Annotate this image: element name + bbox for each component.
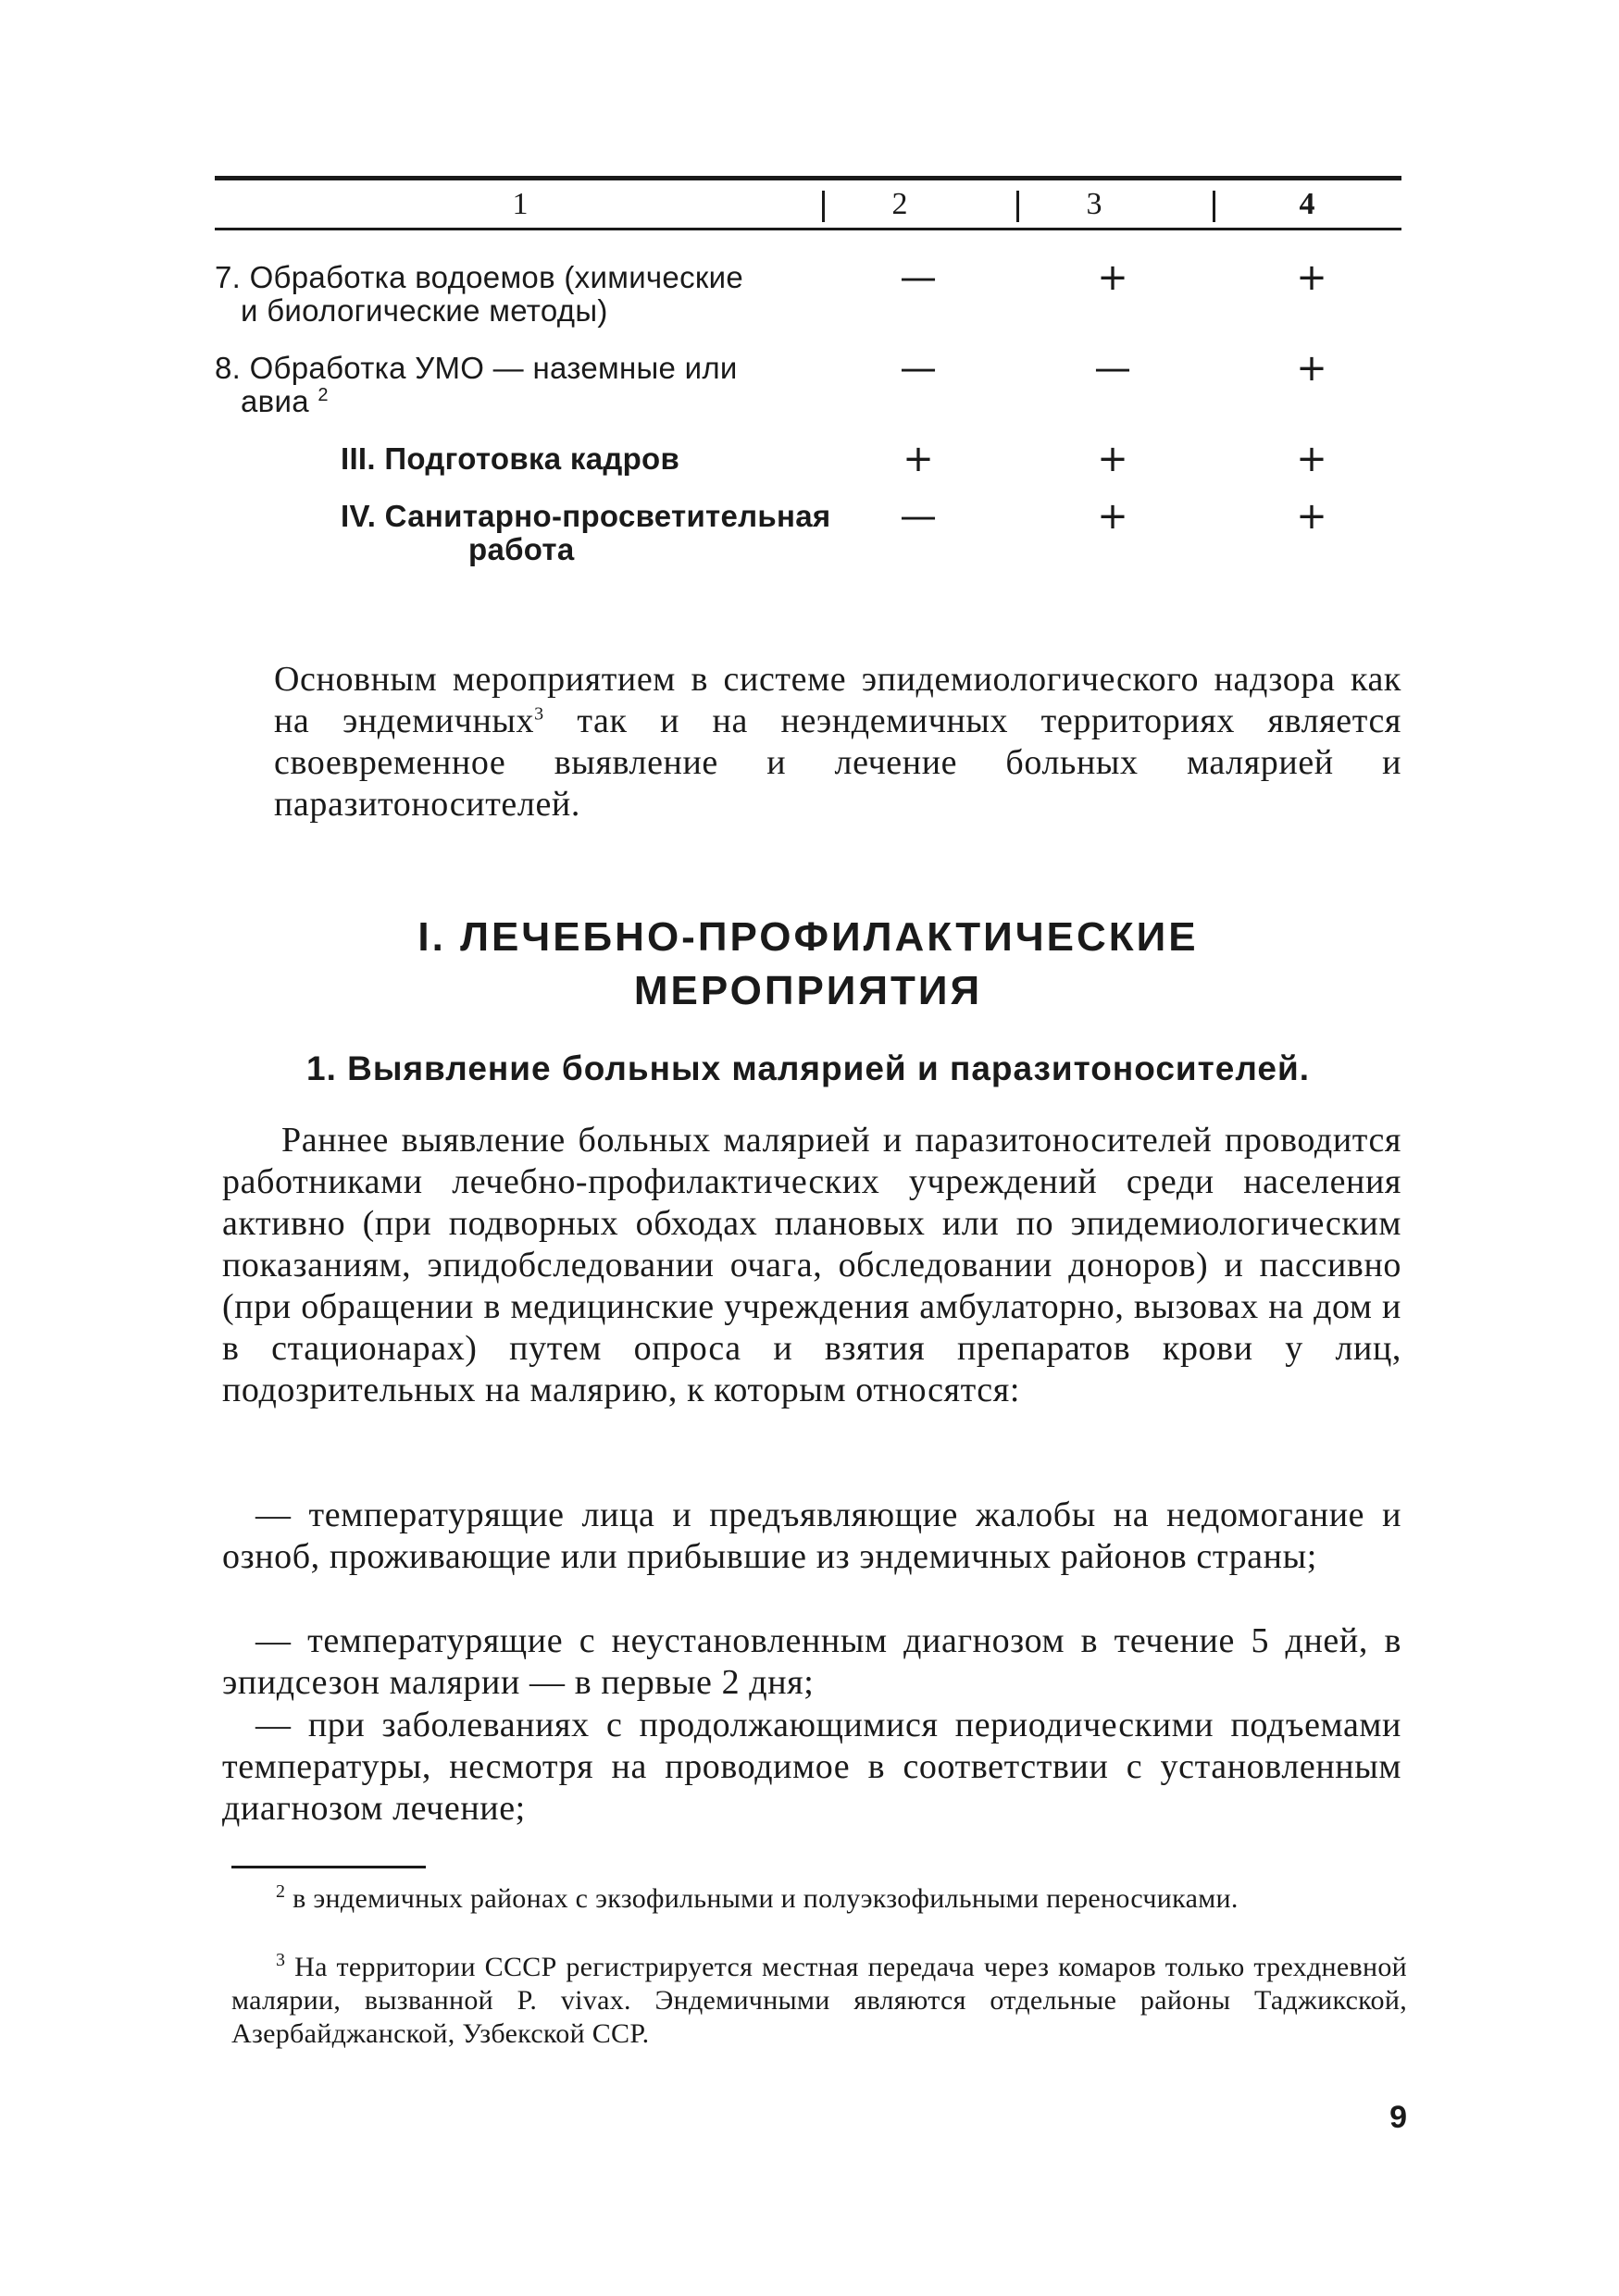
mark-col-3: — [1094,347,1131,390]
mark-col-3: + [1097,256,1128,299]
row-label-line: IV. Санитарно-просветительная [341,499,831,533]
intro-text: так и на неэндемичных территориях является своевременное выявление и лечение больных малярией и паразитоносителей. [274,701,1401,824]
section-subheading: 1. Выявление больных малярией и паразитоносителей. [306,1049,1310,1087]
mark-col-4: + [1296,495,1327,538]
row-label [215,500,859,566]
row-label-line: работа [468,532,575,566]
section-heading-line: I. ЛЕЧЕБНО-ПРОФИЛАКТИЧЕСКИЕ [417,914,1199,960]
mark-col-2: — [900,347,937,390]
footnote-rule [231,1866,426,1868]
footnote-ref: 3 [534,703,544,725]
mark-col-2: — [900,256,937,299]
list-item: — температурящие лица и предъявляющие жалобы на недомогание и озноб, проживающие или прибывшие из эндемичных районов страны; [222,1496,1401,1576]
mark-col-4: + [1296,438,1327,480]
mark-col-4: + [1296,347,1327,390]
intro-paragraph [274,659,1401,825]
row-label-line: III. Подготовка кадров [341,441,680,476]
mark-col-3: + [1097,438,1128,480]
row-label-line: 8. Обработка УМО — наземные или [215,351,738,385]
column-separator [822,191,825,222]
mark-col-2: — [900,495,937,538]
table-header-rule [215,228,1401,230]
row-label-line: 7. Обработка водоемов (химические [215,260,743,294]
column-number-1: 1 [512,187,529,221]
column-number-2: 2 [891,187,908,221]
row-label [215,261,826,328]
row-label-text: авиа [241,384,309,418]
list-item: — при заболеваниях с продолжающимися периодическими подъемами температуры, несмотря на проводимое в соответствии с установленным диагнозом лечение; [222,1706,1401,1828]
footnote [231,1882,1407,1916]
row-label [215,352,826,418]
column-number-4: 4 [1299,187,1315,221]
row-label [215,442,859,476]
footnote-ref: 2 [318,385,329,405]
main-paragraph: Раннее выявление больных малярией и паразитоносителей проводится работниками лечебно-профилактических учреждений среди населения активно (при подворных обходах плановых или по эпидемиологическим показаниям, эпидобследовании очага, обследовании доноров) и пассивно (при обращении в медицинские учреждения амбулаторно, вызовах на дом и в стационарах) путем опроса и взятия препаратов крови у лиц, подозрительных на малярию, к которым относятся: [222,1121,1401,1409]
footnote-mark: 2 [276,1881,286,1902]
section-heading-line: МЕРОПРИЯТИЯ [633,968,983,1013]
mark-col-4: + [1296,256,1327,299]
intro-text: Основным мероприятием в системе эпидемиологического надзора как на эндемичных [274,660,1401,740]
table-top-rule [215,176,1401,180]
footnote-mark: 3 [276,1950,286,1970]
row-label-line [215,385,826,418]
footnote [231,1951,1407,2051]
page-number: 9 [1389,2100,1407,2135]
row-label-line: и биологические методы) [241,293,608,328]
list-item: — температурящие с неустановленным диагнозом в течение 5 дней, в эпидсезон малярии — в первые 2 дня; [222,1621,1401,1702]
mark-col-2: + [903,438,934,480]
footnote-text: На территории СССР регистрируется местная передача через комаров только трехдневной малярии, вызванной P. vivax. Эндемичными являются отдельные районы Таджикской, Азербайджанской, Узбекской ССР. [231,1952,1407,2049]
footnote-text: в эндемичных районах с экзофильными и полуэкзофильными переносчиками. [285,1883,1239,1914]
mark-col-3: + [1097,495,1128,538]
column-separator [1016,191,1019,222]
column-number-3: 3 [1086,187,1102,221]
